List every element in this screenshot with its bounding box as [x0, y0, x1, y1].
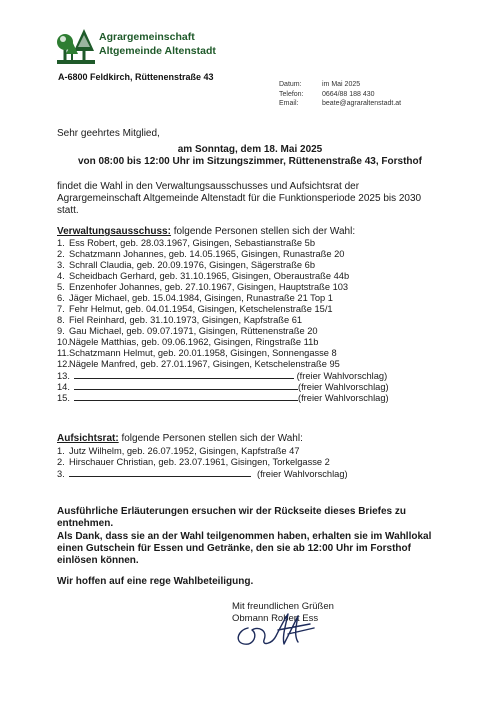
list-item: 1. Jutz Wilhelm, geb. 26.07.1952, Gisingen, Kapfstraße 47: [57, 446, 300, 456]
list-item: 2. Schatzmann Johannes, geb. 14.05.1965, Gisingen, Runastraße 20: [57, 249, 345, 259]
va-heading-line: [57, 226, 355, 238]
signature-image: [228, 606, 318, 651]
list-item: 6. Jäger Michael, geb. 15.04.1984, Gisingen, Runastraße 21 Top 1: [57, 293, 333, 303]
list-item: 8. Fiel Reinhard, geb. 31.10.1973, Gisingen, Kapfstraße 61: [57, 315, 303, 325]
list-item: 1. Ess Robert, geb. 28.03.1967, Gisingen, Sebastianstraße 5b: [57, 238, 316, 248]
email-label: Email:: [279, 100, 299, 107]
email-value: beate@agraraltenstadt.at: [322, 100, 402, 107]
date-label: Datum:: [279, 81, 302, 88]
org-name-line1: Agrargemeinschaft: [99, 31, 195, 43]
list-item: 3. Schrall Claudia, geb. 20.09.1976, Gisingen, Sägerstraße 6b: [57, 260, 316, 270]
list-item: 9. Gau Michael, geb. 09.07.1971, Gisingen, Rüttenenstraße 20: [57, 326, 318, 336]
list-item: 7. Fehr Helmut, geb. 04.01.1954, Gisingen, Ketschelenstraße 15/1: [57, 304, 333, 314]
org-name-line2: Altgemeinde Altenstadt: [99, 45, 216, 57]
blank-nomination: 13. (freier Wahlvorschlag): [57, 371, 388, 381]
election-time-place: von 08:00 bis 12:00 Uhr im Sitzungszimmer, Rüttenenstraße 43, Forsthof: [78, 156, 422, 167]
tree-logo-icon: [57, 27, 95, 67]
regards: Mit freundlichen Grüßen: [232, 601, 334, 612]
phone-value: 0664/88 188 430: [322, 90, 375, 98]
greeting: Sehr geehrtes Mitglied,: [57, 128, 160, 139]
notice-line: entnehmen.: [57, 518, 114, 529]
explanation-notice: [57, 506, 406, 530]
list-item: 5. Enzenhofer Johannes, geb. 27.10.1967, Gisingen, Hauptstraße 103: [57, 282, 349, 292]
notice-line: einlösen können.: [57, 555, 139, 566]
ar-heading: Aufsichtsrat:: [57, 433, 119, 444]
list-item: 4. Scheidbach Gerhard, geb. 31.10.1965, Gisingen, Oberaustraße 44b: [57, 271, 350, 281]
intro-paragraph: [57, 181, 421, 217]
signer-name: Obmann Robert Ess: [232, 613, 319, 624]
intro-line: Agrargemeinschaft Altgemeinde Altenstadt für die Funktionsperiode 2025 bis 2030: [57, 193, 422, 204]
blank-nomination: 14. (freier Wahlvorschlag): [57, 382, 389, 392]
date-value: im Mai 2025: [322, 81, 361, 88]
org-address: A-6800 Feldkirch, Rüttenenstraße 43: [58, 72, 214, 82]
list-item: 12.Nägele Manfred, geb. 27.01.1967, Gisingen, Ketschelenstraße 95: [57, 359, 340, 369]
election-date: am Sonntag, dem 18. Mai 2025: [177, 144, 323, 155]
blank-line: [74, 392, 298, 401]
thanks-notice: [57, 531, 431, 567]
list-item: 10.Nägele Matthias, geb. 09.06.1962, Gisingen, Ringstraße 11b: [57, 337, 319, 347]
list-item: 2. Hirschauer Christian, geb. 23.07.1961, Gisingen, Torkelgasse 2: [57, 457, 330, 467]
closing-hope: Wir hoffen auf eine rege Wahlbeteiligung.: [57, 576, 254, 587]
blank-line: [74, 381, 298, 390]
contact-block: [279, 80, 401, 109]
blank-line: [69, 468, 251, 477]
ar-candidate-list: [57, 446, 348, 479]
notice-line: einen Gutschein für Essen und Getränke, den sie ab 12:00 Uhr im Forsthof: [57, 543, 411, 554]
list-item: 11.Schatzmann Helmut, geb. 20.01.1958, Gisingen, Sonnengasse 8: [57, 348, 337, 358]
intro-line: statt.: [57, 205, 79, 216]
blank-nomination: 15. (freier Wahlvorschlag): [57, 393, 389, 403]
phone-label: Telefon:: [279, 90, 304, 98]
va-candidate-list: [57, 238, 389, 403]
notice-line: Als Dank, dass sie an der Wahl teilgenommen haben, erhalten sie im Wahllokal: [57, 531, 432, 542]
ar-heading-rest: folgende Personen stellen sich der Wahl:: [118, 433, 303, 444]
va-heading: Verwaltungsausschuss:: [57, 226, 171, 237]
intro-line: findet die Wahl in den Verwaltungsausschusses und Aufsichtsrat der: [57, 181, 360, 192]
blank-nomination: 3. (freier Wahlvorschlag): [57, 469, 348, 479]
blank-line: [74, 370, 294, 379]
va-heading-rest: folgende Personen stellen sich der Wahl:: [170, 226, 356, 237]
ar-heading-line: [57, 433, 303, 445]
notice-line: Ausführliche Erläuterungen ersuchen wir der Rückseite dieses Briefes zu: [57, 506, 406, 517]
